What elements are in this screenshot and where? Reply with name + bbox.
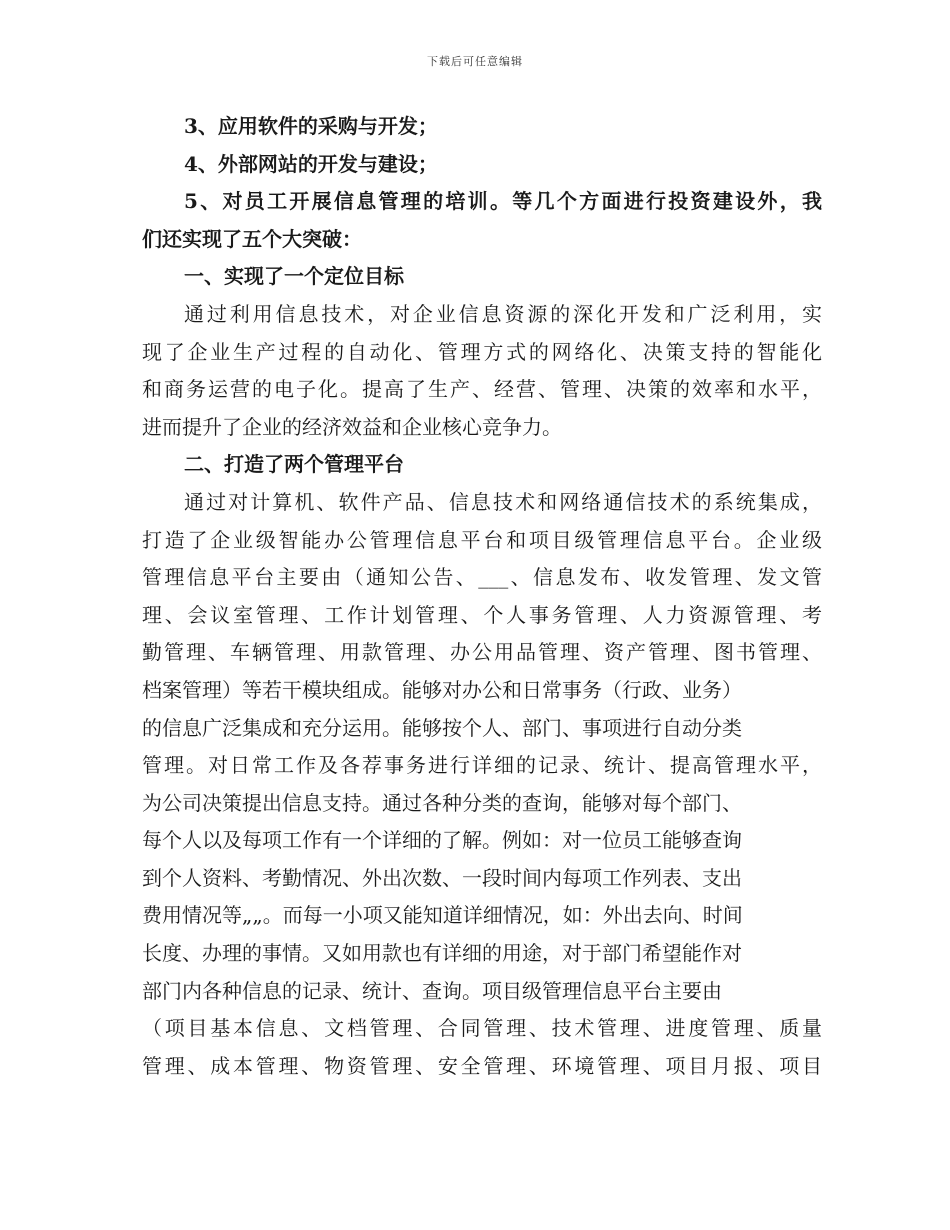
- text-line: 勤管理、车辆管理、用款管理、办公用品管理、资产管理、图书管理、: [142, 640, 822, 665]
- text-line: 现了企业生产过程的自动化、管理方式的网络化、决策支持的智能化: [142, 339, 822, 364]
- text-line: 管理、成本管理、物资管理、安全管理、环境管理、项目月报、项目: [142, 1053, 822, 1078]
- text-line: 进而提升了企业的经济效益和企业核心竞争力。: [142, 414, 562, 439]
- text-line: （项目基本信息、文档管理、合同管理、技术管理、进度管理、质量: [142, 1016, 822, 1041]
- text-line: 档案管理）等若干模块组成。能够对办公和日常事务（行政、业务）: [142, 677, 742, 702]
- text-line: 的信息广泛集成和充分运用。能够按个人、部门、事项进行自动分类: [142, 715, 742, 740]
- text-line: 3、应用软件的采购与开发；: [184, 114, 438, 138]
- text-line: 为公司决策提出信息支持。通过各种分类的查询，能够对每个部门、: [142, 790, 742, 815]
- text-line: 们还实现了五个大突破：: [142, 226, 362, 251]
- text-line: 部门内各种信息的记录、统计、查询。项目级管理信息平台主要由: [142, 978, 722, 1003]
- text-line: 打造了企业级智能办公管理信息平台和项目级管理信息平台。企业级: [142, 527, 822, 552]
- document-body: [142, 108, 822, 1085]
- text-line: 费用情况等„„。而每一小项又能知道详细情况，如：外出去向、时间: [142, 903, 743, 928]
- section-heading: 一、实现了一个定位目标: [184, 264, 404, 289]
- text-line: 管理。对日常工作及各荐事务进行详细的记录、统计、提高管理水平，: [142, 753, 822, 778]
- text-line: 长度、办理的事情。又如用款也有详细的用途，对于部门希望能作对: [142, 941, 742, 966]
- text-line: 5、对员工开展信息管理的培训。等几个方面进行投资建设外，我: [184, 189, 822, 214]
- text-line: 管理信息平台主要由（通知公告、___、信息发布、收发管理、发文管: [142, 565, 822, 590]
- page-header: 下载后可任意编辑: [427, 55, 523, 68]
- text-line: 4、外部网站的开发与建设；: [184, 151, 438, 176]
- text-line: 理、会议室管理、工作计划管理、个人事务管理、人力资源管理、考: [142, 602, 822, 627]
- text-line: 每个人以及每项工作有一个详细的了解。例如：对一位员工能够查询: [142, 828, 742, 853]
- text-line: 通过利用信息技术，对企业信息资源的深化开发和广泛利用，实: [184, 301, 822, 326]
- text-line: 通过对计算机、软件产品、信息技术和网络通信技术的系统集成，: [184, 489, 822, 514]
- text-line: 和商务运营的电子化。提高了生产、经营、管理、决策的效率和水平，: [142, 377, 822, 402]
- text-line: 到个人资料、考勤情况、外出次数、一段时间内每项工作列表、支出: [142, 865, 742, 890]
- section-heading: 二、打造了两个管理平台: [184, 452, 404, 477]
